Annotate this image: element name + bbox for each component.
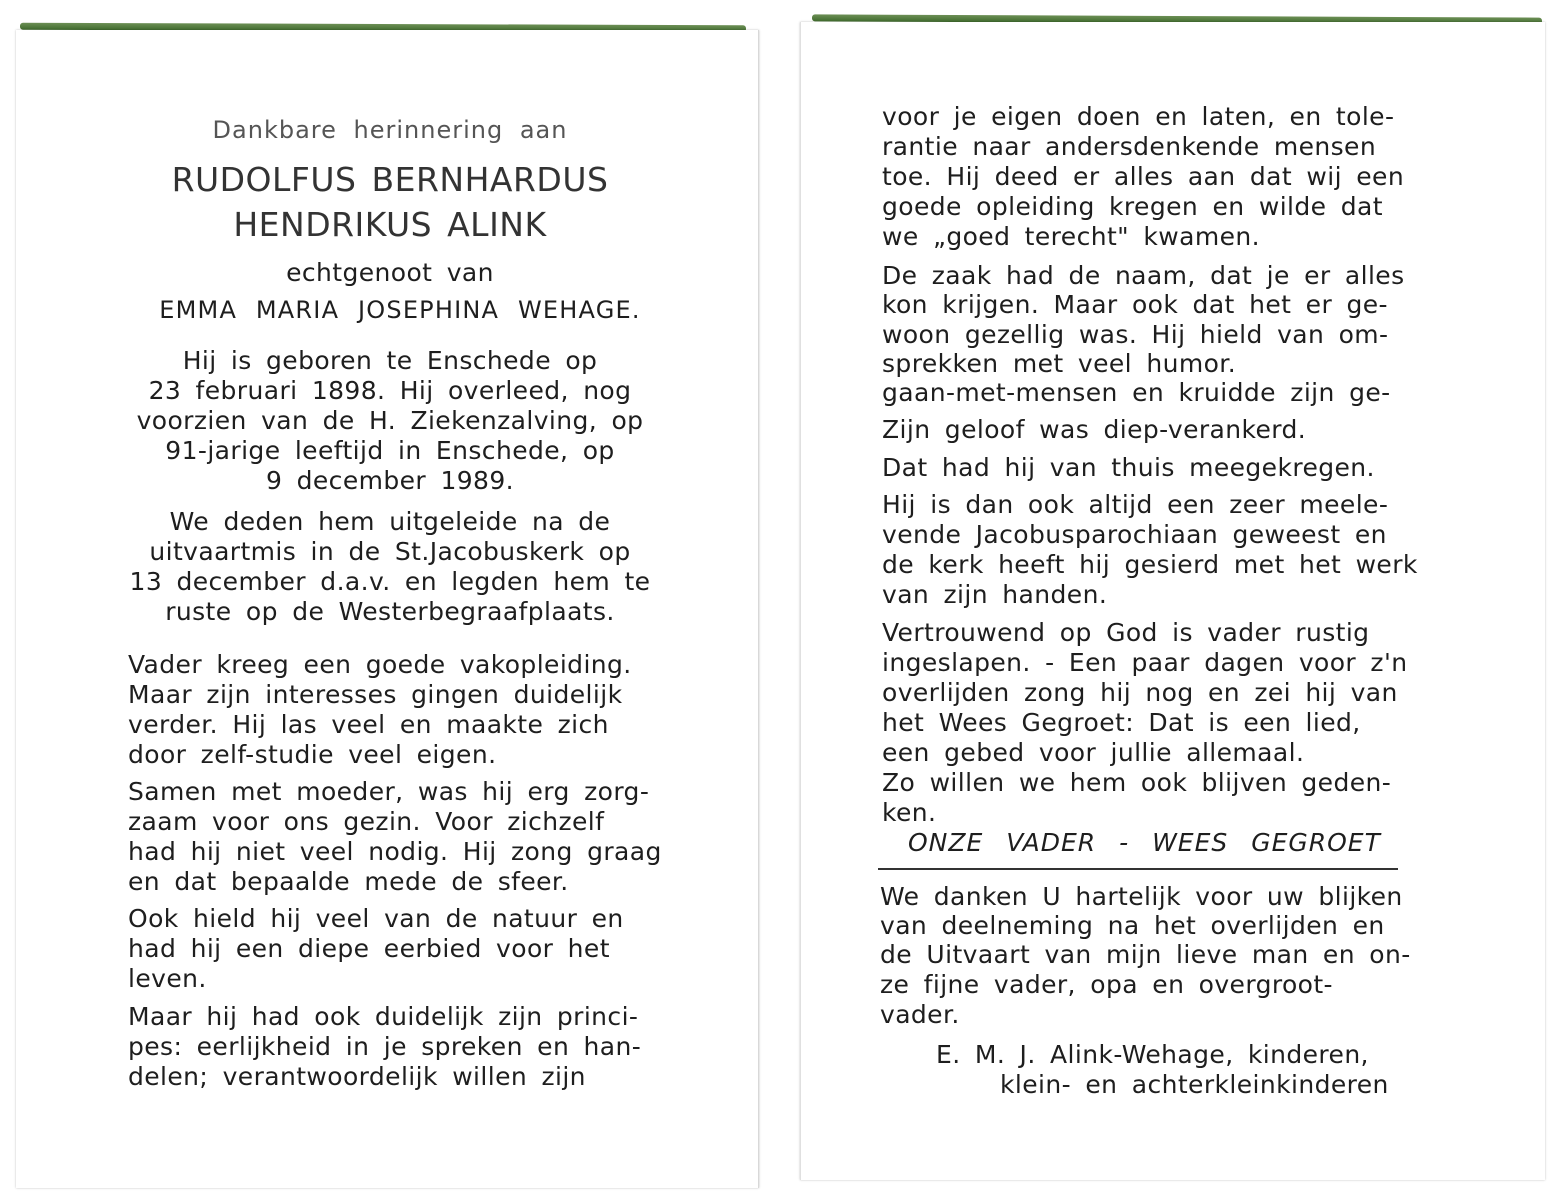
spouse-name: EMMA MARIA JOSEPHINA WEHAGE. — [159, 296, 641, 324]
body-line: delen; verantwoordelijk willen zijn — [128, 1062, 586, 1091]
body-line: goede opleiding kregen en wilde dat — [882, 192, 1383, 221]
funeral-line: uitvaartmis in de St.Jacobuskerk op — [149, 537, 631, 566]
body-line: voor je eigen doen en laten, en tole- — [882, 102, 1395, 131]
body-line: Hij is dan ook altijd een zeer meele- — [882, 490, 1389, 519]
body-line: een gebed voor jullie allemaal. — [882, 738, 1305, 767]
body-line: pes: eerlijkheid in je spreken en han- — [128, 1032, 642, 1061]
body-line: Dat had hij van thuis meegekregen. — [882, 453, 1375, 482]
body-line: kon krijgen. Maar ook dat het er ge- — [882, 290, 1388, 319]
intro-line: Dankbare herinnering aan — [212, 116, 568, 144]
birth-death-line: voorzien van de H. Ziekenzalving, op — [136, 406, 644, 435]
body-line: rantie naar andersdenkende mensen — [882, 132, 1377, 161]
thanks-line: de Uitvaart van mijn lieve man en on- — [880, 940, 1411, 969]
body-line: leven. — [128, 964, 207, 993]
body-line: toe. Hij deed er alles aan dat wij een — [882, 162, 1405, 191]
body-line: we „goed terecht" kwamen. — [882, 222, 1260, 251]
body-line: De zaak had de naam, dat je er alles — [882, 261, 1405, 290]
body-line: de kerk heeft hij gesierd met het werk — [882, 550, 1418, 579]
body-line: ingeslapen. - Een paar dagen voor z'n — [882, 648, 1408, 677]
body-line: en dat bepaalde mede de sfeer. — [128, 867, 569, 896]
body-line: zaam voor ons gezin. Voor zichzelf — [128, 807, 605, 836]
body-line: verder. Hij las veel en maakte zich — [128, 710, 609, 739]
thanks-line: vader. — [880, 1000, 960, 1029]
body-line: Maar zijn interesses gingen duidelijk — [128, 680, 623, 709]
body-line: had hij niet veel nodig. Hij zong graag — [128, 837, 662, 866]
body-line: Ook hield hij veel van de natuur en — [128, 904, 624, 933]
body-line: Maar hij had ook duidelijk zijn princi- — [128, 1002, 639, 1031]
body-line: vende Jacobusparochiaan geweest en — [882, 520, 1387, 549]
body-line: Vertrouwend op God is vader rustig — [882, 618, 1370, 647]
birth-death-line: Hij is geboren te Enschede op — [182, 346, 598, 375]
funeral-line: 13 december d.a.v. en legden hem te — [129, 567, 651, 596]
body-line: had hij een diepe eerbied voor het — [128, 934, 610, 963]
divider-rule — [878, 868, 1398, 870]
thanks-line: van deelneming na het overlijden en — [880, 911, 1385, 940]
birth-death-line: 9 december 1989. — [265, 466, 515, 495]
body-line: ken. — [882, 798, 937, 827]
relation-line: echtgenoot van — [286, 258, 494, 287]
body-line: het Wees Gegroet: Dat is een lied, — [882, 708, 1361, 737]
body-line: Zo willen we hem ook blijven geden- — [882, 768, 1392, 797]
body-line: van zijn handen. — [882, 580, 1108, 609]
thanks-line: We danken U hartelijk voor uw blijken — [880, 882, 1403, 911]
body-line: overlijden zong hij nog en zei hij van — [882, 678, 1398, 707]
prayers-line: ONZE VADER - WEES GEGROET — [908, 828, 1381, 857]
deceased-name-line1: RUDOLFUS BERNHARDUS — [171, 160, 609, 199]
signature-line: klein- en achterkleinkinderen — [1000, 1070, 1389, 1099]
thanks-line: ze fijne vader, opa en overgroot- — [880, 970, 1333, 999]
body-line: Zijn geloof was diep-verankerd. — [882, 415, 1307, 444]
body-line: gaan-met-mensen en kruidde zijn ge- — [882, 378, 1391, 407]
birth-death-line: 23 februari 1898. Hij overleed, nog — [148, 376, 632, 405]
signature-line: E. M. J. Alink-Wehage, kinderen, — [936, 1040, 1369, 1069]
birth-death-line: 91-jarige leeftijd in Enschede, op — [165, 436, 615, 465]
funeral-line: ruste op de Westerbegraafplaats. — [165, 597, 615, 626]
funeral-line: We deden hem uitgeleide na de — [169, 507, 611, 536]
body-line: sprekken met veel humor. — [882, 349, 1237, 378]
body-line: Vader kreeg een goede vakopleiding. — [128, 650, 632, 679]
body-line: door zelf-studie veel eigen. — [128, 740, 497, 769]
body-line: woon gezellig was. Hij hield van om- — [882, 320, 1389, 349]
deceased-name-line2: HENDRIKUS ALINK — [233, 205, 547, 244]
body-line: Samen met moeder, was hij erg zorg- — [128, 777, 650, 806]
